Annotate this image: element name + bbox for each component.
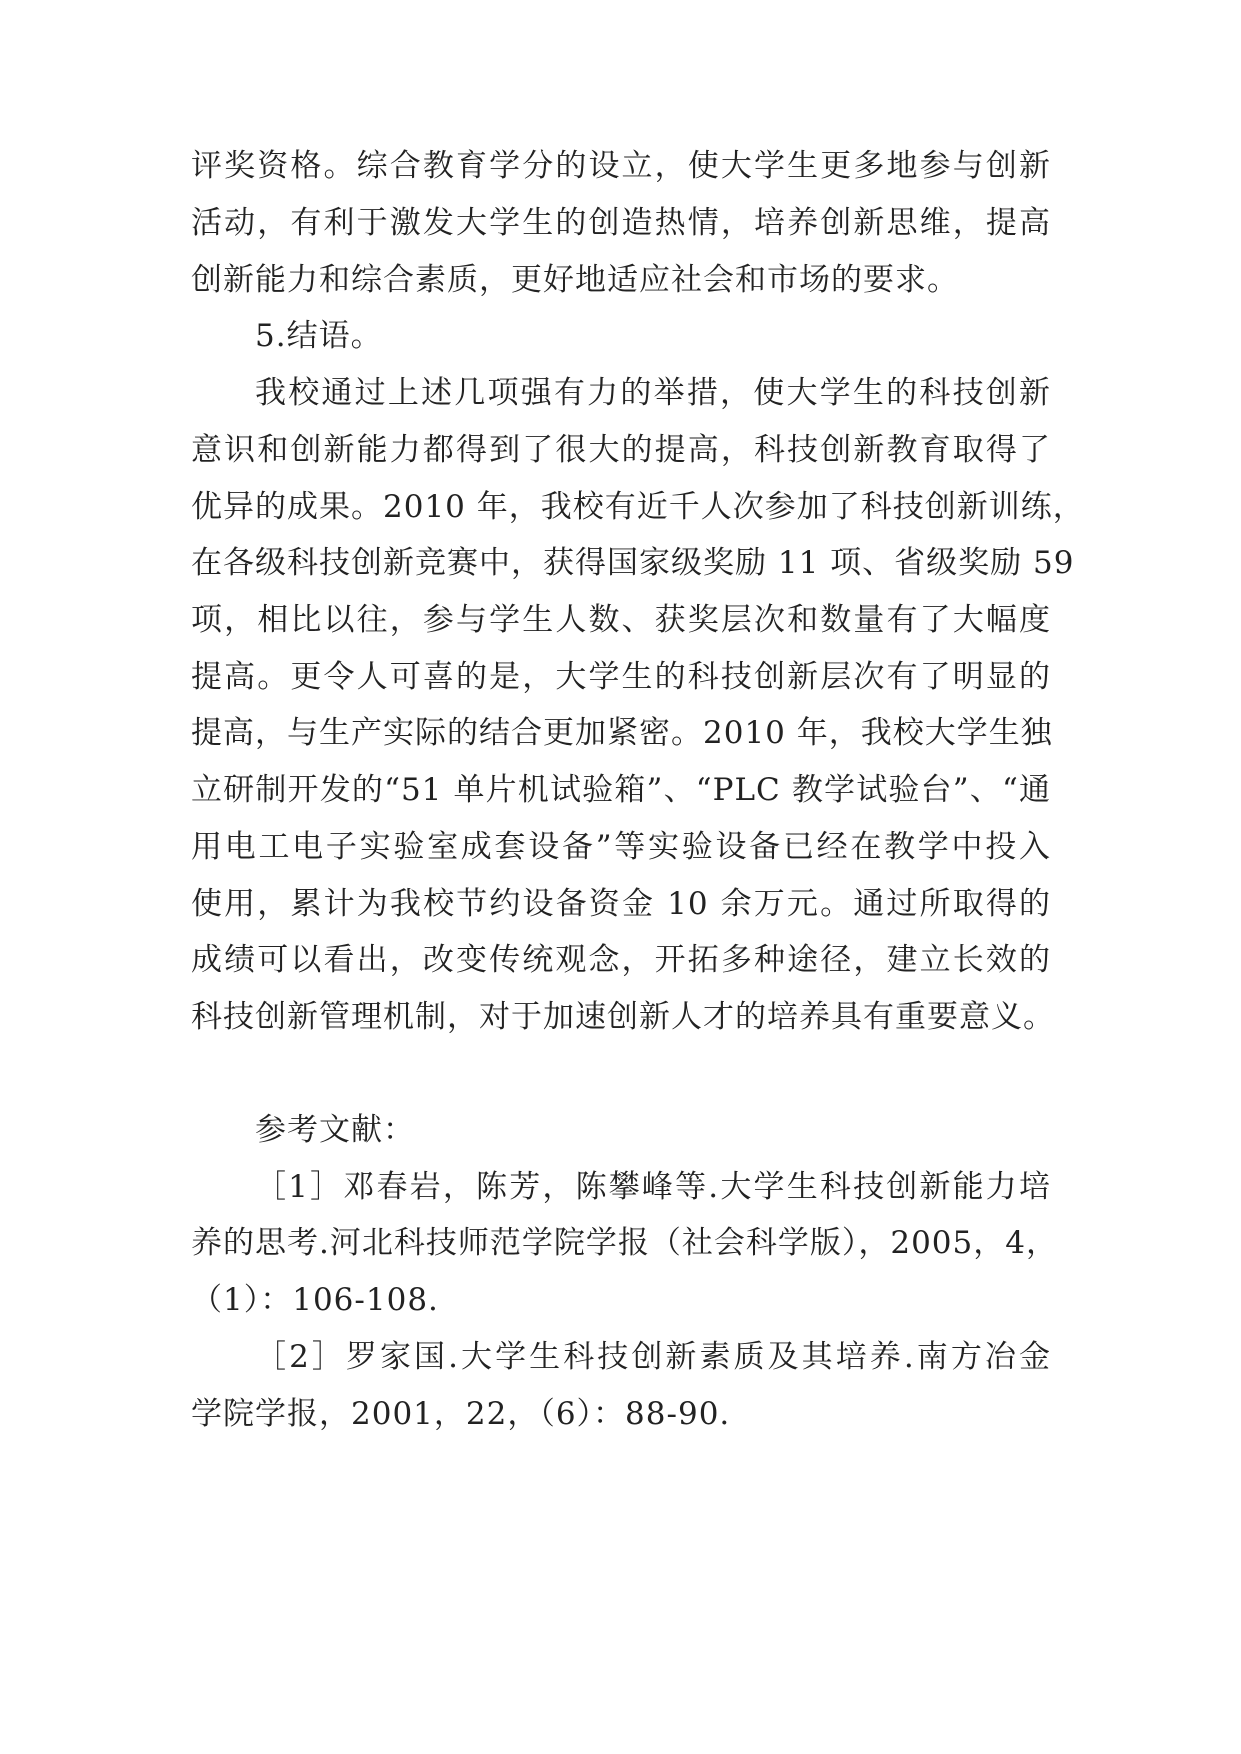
text-line: 立研制开发的“51 单片机试验箱”、“PLC 教学试验台”、“通 <box>191 772 1051 808</box>
text-line: 学院学报，2001，22，（6）：88-90. <box>191 1396 731 1432</box>
text-line: 优异的成果。2010 年，我校有近千人次参加了科技创新训练， <box>191 489 1085 525</box>
text-line: 提高，与生产实际的结合更加紧密。2010 年，我校大学生独 <box>191 715 1053 751</box>
text-line: 活动，有利于激发大学生的创造热情，培养创新思维，提高 <box>191 205 1051 241</box>
text-line: ［2］罗家国.大学生科技创新素质及其培养.南方冶金 <box>255 1339 1051 1375</box>
text-line: 养的思考.河北科技师范学院学报（社会科学版），2005，4， <box>191 1225 1058 1261</box>
text-line: （1）：106-108. <box>191 1282 439 1318</box>
section-heading-conclusion: 5.结语。 <box>255 318 383 354</box>
text-line: 成绩可以看出，改变传统观念，开拓多种途径，建立长效的 <box>191 942 1051 978</box>
text-line: 科技创新管理机制，对于加速创新人才的培养具有重要意义。 <box>191 999 1055 1035</box>
text-line: 在各级科技创新竞赛中，获得国家级奖励 11 项、省级奖励 59 <box>191 545 1075 581</box>
text-line: 使用，累计为我校节约设备资金 10 余万元。通过所取得的 <box>191 886 1051 922</box>
text-line: 提高。更令人可喜的是，大学生的科技创新层次有了明显的 <box>191 659 1051 695</box>
text-line: ［1］邓春岩，陈芳，陈攀峰等.大学生科技创新能力培 <box>255 1169 1051 1205</box>
text-line: 意识和创新能力都得到了很大的提高，科技创新教育取得了 <box>191 432 1051 468</box>
text-line: 创新能力和综合素质，更好地适应社会和市场的要求。 <box>191 262 959 298</box>
text-line: 评奖资格。综合教育学分的设立，使大学生更多地参与创新 <box>191 148 1051 184</box>
references-heading: 参考文献： <box>255 1112 415 1148</box>
text-line: 项，相比以往，参与学生人数、获奖层次和数量有了大幅度 <box>191 602 1051 638</box>
text-line: 用电工电子实验室成套设备”等实验设备已经在教学中投入 <box>191 829 1051 865</box>
text-line: 我校通过上述几项强有力的举措，使大学生的科技创新 <box>255 375 1051 411</box>
